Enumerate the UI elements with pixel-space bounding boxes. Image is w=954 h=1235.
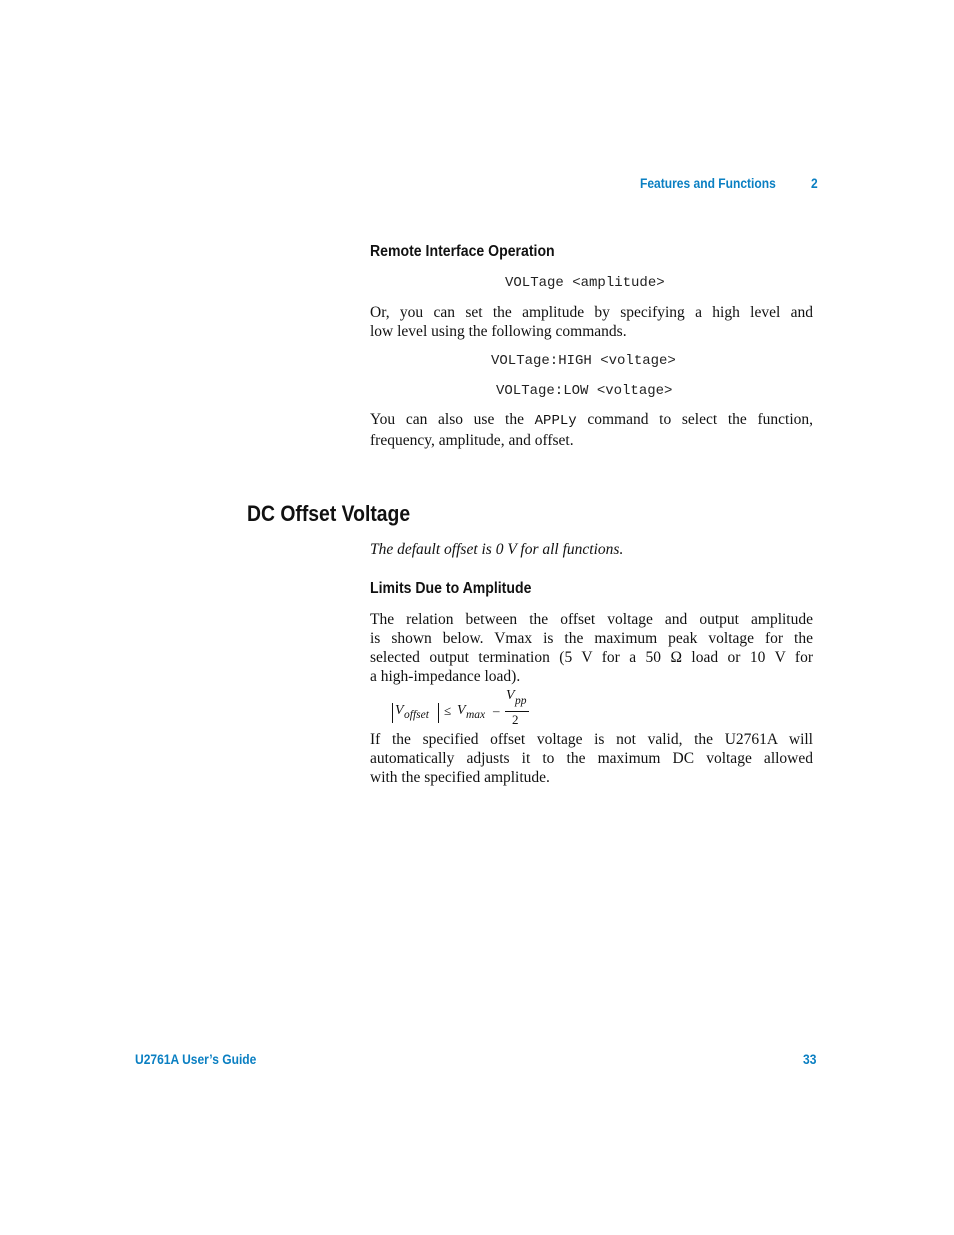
- footer-page-number: 33: [803, 1051, 817, 1067]
- limits-paragraph-1: [370, 610, 813, 686]
- running-header-chapter-number: 2: [811, 175, 818, 191]
- paragraph-text: You can also use the: [370, 411, 524, 428]
- paragraph-line: [370, 410, 813, 431]
- default-offset-note: The default offset is 0 V for all functions.: [370, 541, 624, 558]
- remote-interface-heading: Remote Interface Operation: [370, 243, 555, 260]
- paragraph-line: is shown below. Vmax is the maximum peak voltage for the: [370, 630, 813, 647]
- paragraph-line: frequency, amplitude, and offset.: [370, 432, 574, 449]
- formula-max-subscript: max: [466, 709, 486, 721]
- remote-paragraph-1: [370, 303, 813, 341]
- formula-offset-subscript: offset: [404, 709, 429, 721]
- formula-v: V: [457, 703, 466, 718]
- formula-less-equal: ≤: [444, 703, 452, 718]
- paragraph-line: with the specified amplitude.: [370, 769, 550, 786]
- abs-bar-left: [392, 703, 393, 723]
- paragraph-line: If the specified offset voltage is not valid, the U2761A will: [370, 731, 813, 748]
- paragraph-text: command to select the function,: [587, 411, 814, 428]
- paragraph-line: automatically adjusts it to the maximum DC voltage allowed: [370, 750, 813, 767]
- paragraph-line: low level using the following commands.: [370, 323, 627, 340]
- dc-offset-heading: DC Offset Voltage: [247, 501, 411, 526]
- running-header-section-title: Features and Functions: [640, 175, 776, 191]
- limits-heading: Limits Due to Amplitude: [370, 580, 532, 597]
- paragraph-line: Or, you can set the amplitude by specifying a high level and: [370, 304, 813, 321]
- remote-paragraph-2: [370, 410, 813, 450]
- formula-denominator: 2: [512, 712, 519, 727]
- command-voltage-low: VOLTage:LOW <voltage>: [496, 383, 673, 399]
- abs-bar-right: [438, 703, 439, 723]
- formula-pp-subscript: pp: [515, 695, 527, 707]
- command-voltage-high: VOLTage:HIGH <voltage>: [491, 353, 676, 369]
- limits-paragraph-2: [370, 730, 813, 787]
- offset-formula: [390, 690, 550, 730]
- paragraph-line: selected output termination (5 V for a 50 Ω load or 10 V for: [370, 649, 813, 666]
- apply-command: APPLy: [534, 413, 577, 429]
- command-voltage-amplitude: VOLTage <amplitude>: [505, 275, 665, 291]
- formula-minus: –: [493, 703, 500, 718]
- paragraph-line: The relation between the offset voltage and output amplitude: [370, 611, 813, 628]
- formula-v: V: [506, 688, 515, 703]
- footer-guide-title: U2761A User’s Guide: [135, 1051, 257, 1067]
- paragraph-line: a high-impedance load).: [370, 668, 521, 685]
- formula-v: V: [395, 703, 404, 718]
